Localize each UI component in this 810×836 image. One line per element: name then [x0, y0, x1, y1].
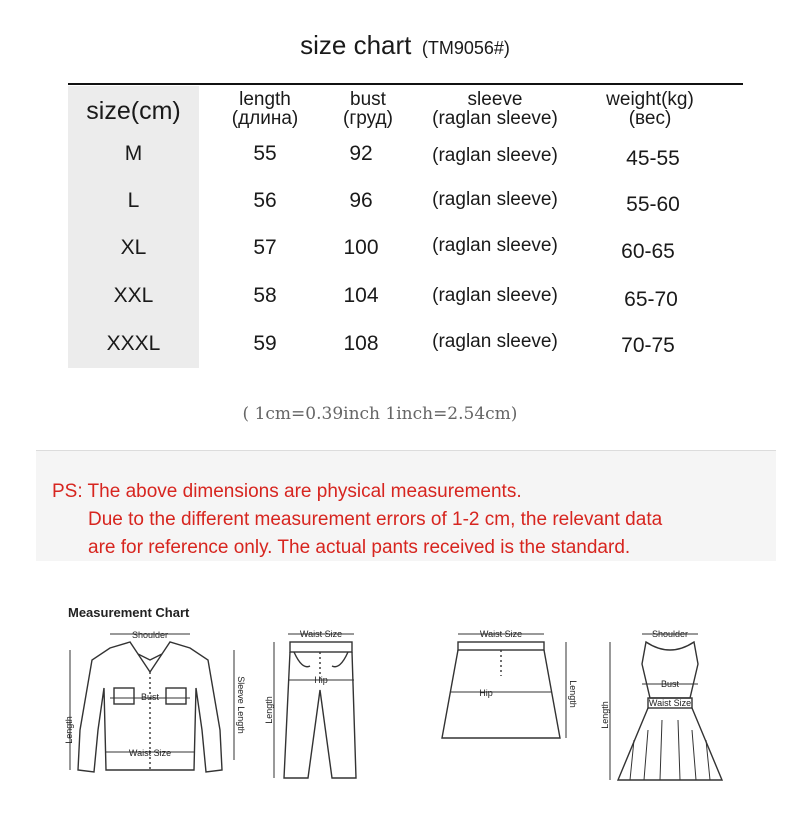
row-m-bust: 92	[349, 142, 373, 165]
size-column-shade	[68, 86, 199, 368]
row-m-length: 55	[253, 142, 277, 165]
row-xxl-length: 58	[253, 284, 277, 307]
note-line-1: PS: The above dimensions are physical measurements.	[52, 481, 522, 502]
header-bust	[322, 90, 414, 128]
header-sleeve-label: sleeve	[467, 89, 523, 110]
header-bust-ru: (груд)	[343, 108, 393, 129]
table-top-rule	[68, 83, 743, 85]
row-xxxl-bust: 108	[343, 332, 379, 355]
note-line-2: Due to the different measurement errors of 1-2 cm, the relevant data	[88, 509, 663, 530]
header-length	[210, 90, 320, 128]
product-code: (TM9056#)	[421, 38, 510, 58]
row-xl-sleeve: (raglan sleeve)	[432, 235, 558, 256]
row-xl-bust: 100	[343, 236, 379, 259]
shirt-bust-label: Bust	[140, 692, 160, 702]
header-bust-label: bust	[350, 89, 386, 110]
header-size: size(cm)	[86, 97, 181, 125]
shirt-diagram	[62, 620, 246, 790]
skirt-diagram	[420, 620, 580, 790]
header-length-ru: (длина)	[231, 108, 299, 129]
header-sleeve-sub: (raglan sleeve)	[432, 108, 558, 129]
measurement-chart-title: Measurement Chart	[68, 605, 190, 620]
header-weight-label: weight(kg)	[606, 89, 694, 110]
note-box	[36, 450, 776, 561]
chart-title-main: size chart	[300, 30, 412, 60]
row-xxxl-size: XXXL	[106, 332, 161, 355]
shirt-waist-label: Waist Size	[128, 748, 172, 758]
row-xxl-weight: 65-70	[624, 288, 678, 311]
dress-waist-label: Waist Size	[648, 698, 692, 708]
header-length-label: length	[239, 89, 291, 110]
unit-conversion: ( 1cm=0.39inch 1inch=2.54cm)	[242, 404, 518, 424]
header-sleeve	[410, 90, 580, 128]
shirt-shoulder-label: Shoulder	[131, 630, 169, 640]
row-l-length: 56	[253, 189, 277, 212]
skirt-waist-label: Waist Size	[479, 629, 523, 639]
shirt-sleeve-label: Sleeve Length	[236, 676, 246, 734]
pants-length-label: Length	[264, 696, 274, 724]
pants-diagram	[262, 620, 372, 790]
row-l-weight: 55-60	[626, 193, 680, 216]
header-weight	[585, 90, 715, 128]
chart-title	[0, 30, 810, 61]
shirt-length-label: Length	[64, 716, 74, 744]
dress-length-label: Length	[600, 701, 610, 729]
row-xxl-bust: 104	[343, 284, 379, 307]
row-xl-size: XL	[120, 236, 147, 259]
pants-hip-label: Hip	[314, 675, 328, 685]
note-line-3: are for reference only. The actual pants received is the standard.	[88, 537, 631, 558]
row-l-sleeve: (raglan sleeve)	[432, 189, 558, 210]
row-xxl-sleeve: (raglan sleeve)	[432, 285, 558, 306]
dress-diagram	[600, 620, 740, 790]
row-xxl-size: XXL	[113, 284, 154, 307]
skirt-length-label: Length	[568, 680, 578, 708]
row-m-sleeve: (raglan sleeve)	[432, 145, 558, 166]
header-weight-ru: (вес)	[628, 108, 672, 129]
skirt-hip-label: Hip	[479, 688, 493, 698]
pants-waist-label: Waist Size	[299, 629, 343, 639]
row-m-size: M	[124, 142, 143, 165]
row-xxxl-length: 59	[253, 332, 277, 355]
row-xxxl-weight: 70-75	[621, 334, 675, 357]
row-xxxl-sleeve: (raglan sleeve)	[432, 331, 558, 352]
dress-bust-label: Bust	[660, 679, 680, 689]
row-xl-length: 57	[253, 236, 277, 259]
dress-shoulder-label: Shoulder	[651, 629, 689, 639]
row-l-bust: 96	[349, 189, 373, 212]
row-xl-weight: 60-65	[621, 240, 675, 263]
row-m-weight: 45-55	[626, 147, 680, 170]
row-l-size: L	[127, 189, 140, 212]
